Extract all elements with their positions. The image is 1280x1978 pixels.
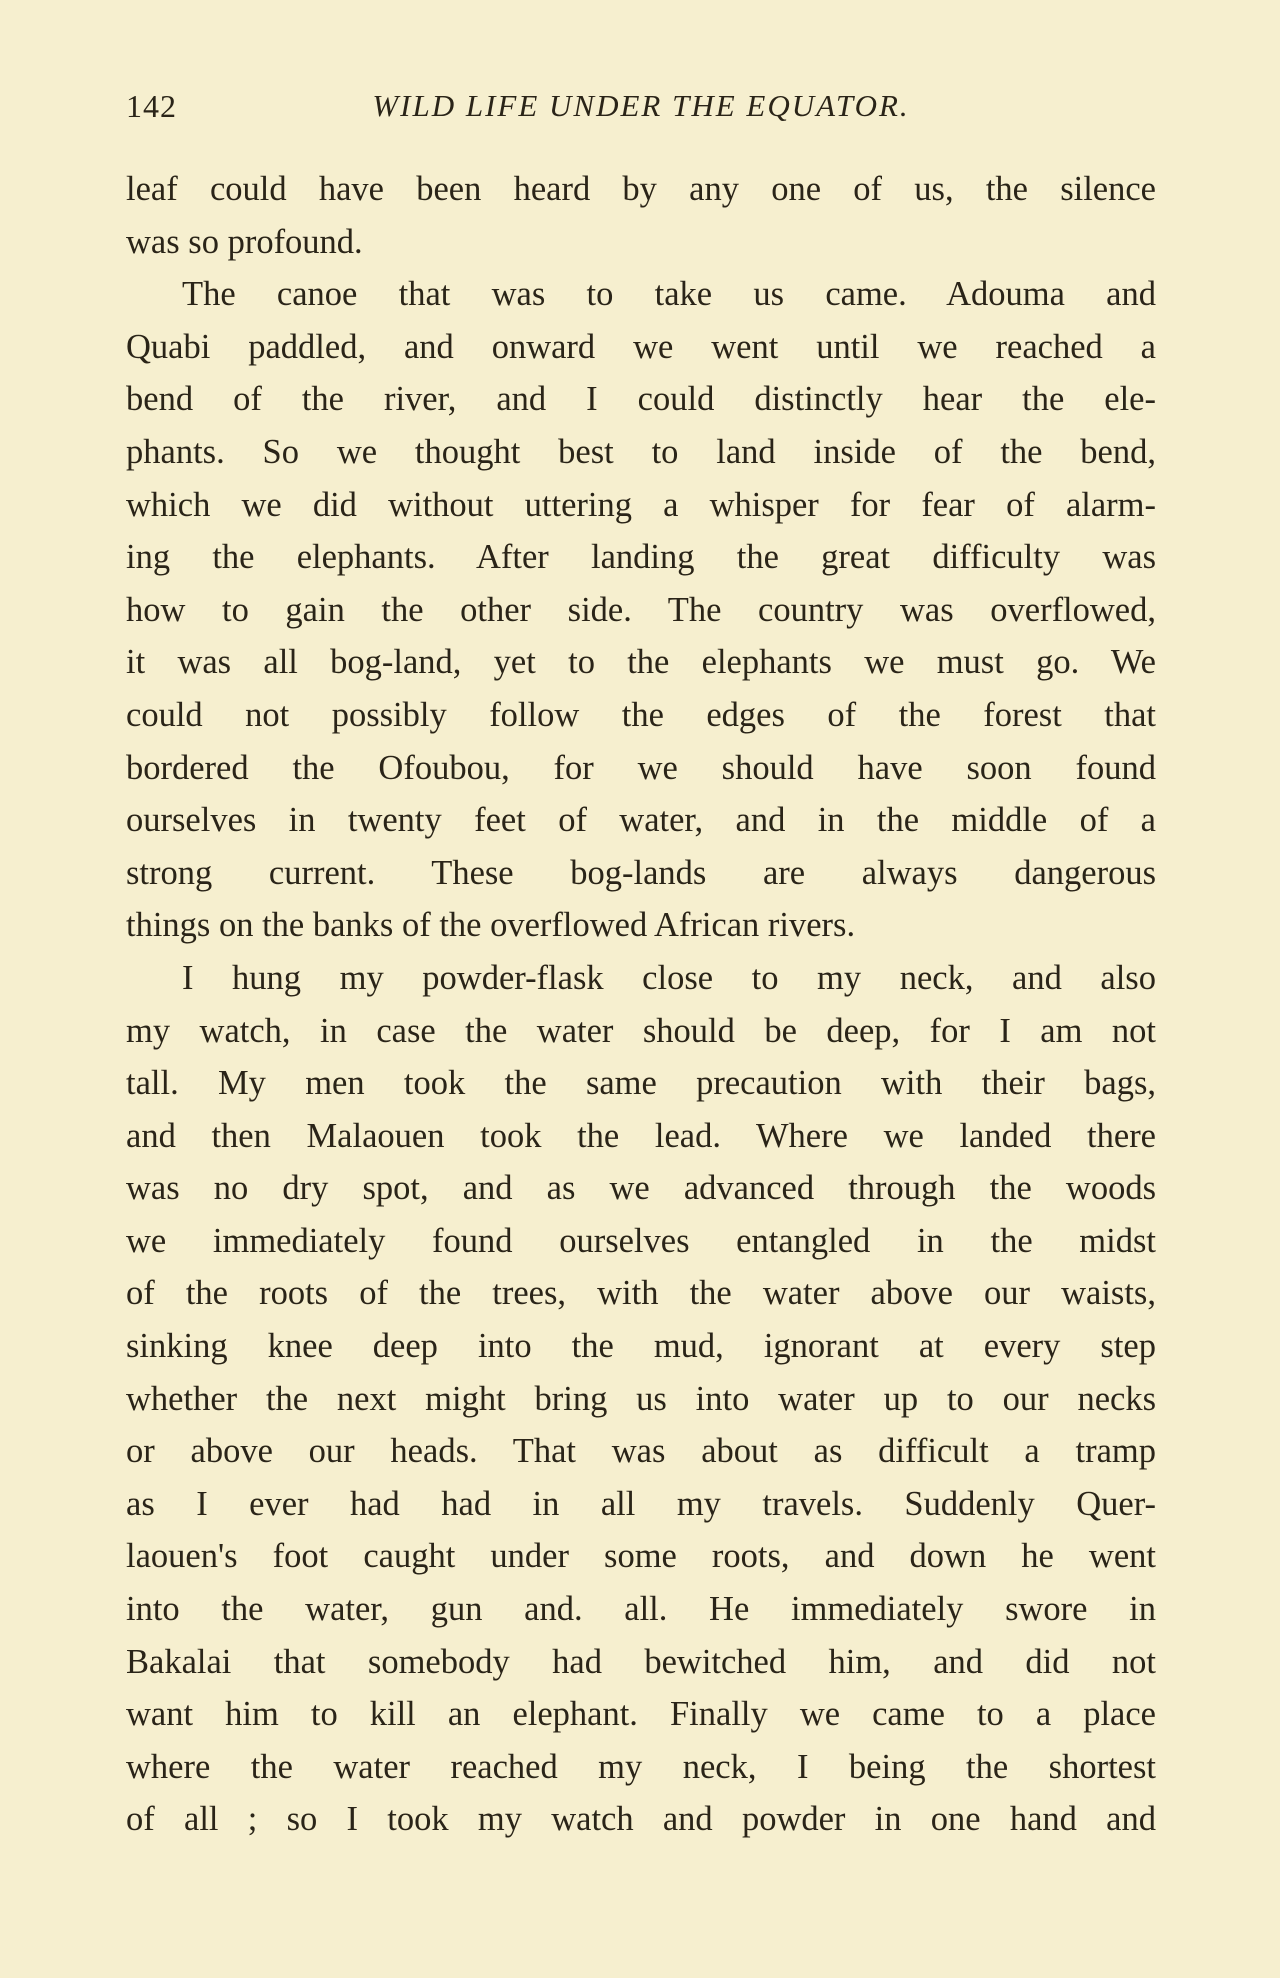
page-number: 142 (126, 88, 177, 124)
text-line: as I ever had had in all my travels. Suddenly Quer- (126, 1484, 1156, 1523)
text-line: bordered the Ofoubou, for we should have soon found (126, 748, 1156, 787)
body-text (126, 163, 1156, 1846)
text-line: Quabi paddled, and onward we went until we reached a (126, 327, 1156, 366)
text-line: could not possibly follow the edges of the forest that (126, 695, 1156, 734)
page-header (126, 88, 1156, 128)
running-title: WILD LIFE UNDER THE EQUATOR. (372, 88, 910, 123)
text-line: whether the next might bring us into water up to our necks (126, 1379, 1156, 1418)
text-line: bend of the river, and I could distinctly hear the ele- (126, 380, 1156, 419)
text-line: laouen's foot caught under some roots, and down he went (126, 1537, 1156, 1576)
text-line: strong current. These bog-lands are always dangerous (126, 853, 1156, 892)
text-line: ing the elephants. After landing the great difficulty was (126, 538, 1156, 577)
text-line: which we did without uttering a whisper for fear of alarm- (126, 485, 1156, 524)
text-line: I hung my powder-flask close to my neck, and also (182, 958, 1156, 997)
text-line: into the water, gun and. all. He immediately swore in (126, 1590, 1156, 1629)
text-line: want him to kill an elephant. Finally we came to a place (126, 1695, 1156, 1734)
text-line: it was all bog-land, yet to the elephants we must go. We (126, 643, 1156, 682)
text-line: my watch, in case the water should be deep, for I am not (126, 1011, 1156, 1050)
text-line: tall. My men took the same precaution with their bags, (126, 1064, 1156, 1103)
text-line: was so profound. (126, 222, 363, 261)
text-line: was no dry spot, and as we advanced through the woods (126, 1169, 1156, 1208)
text-line: or above our heads. That was about as difficult a tramp (126, 1432, 1156, 1471)
text-line: where the water reached my neck, I being the shortest (126, 1747, 1156, 1786)
text-line: we immediately found ourselves entangled in the midst (126, 1221, 1156, 1260)
text-line: sinking knee deep into the mud, ignorant at every step (126, 1327, 1156, 1366)
text-line: of all ; so I took my watch and powder in one hand and (126, 1800, 1156, 1839)
text-line: Bakalai that somebody had bewitched him, and did not (126, 1642, 1156, 1681)
text-line: phants. So we thought best to land inside of the bend, (126, 432, 1156, 471)
text-line: leaf could have been heard by any one of us, the silence (126, 170, 1156, 208)
text-line: things on the banks of the overflowed African rivers. (126, 906, 856, 945)
text-line: of the roots of the trees, with the water above our waists, (126, 1274, 1156, 1313)
text-line: how to gain the other side. The country was overflowed, (126, 590, 1156, 629)
text-line: The canoe that was to take us came. Adouma and (182, 275, 1156, 314)
text-line: and then Malaouen took the lead. Where we landed there (126, 1116, 1156, 1155)
text-line: ourselves in twenty feet of water, and in the middle of a (126, 801, 1156, 840)
